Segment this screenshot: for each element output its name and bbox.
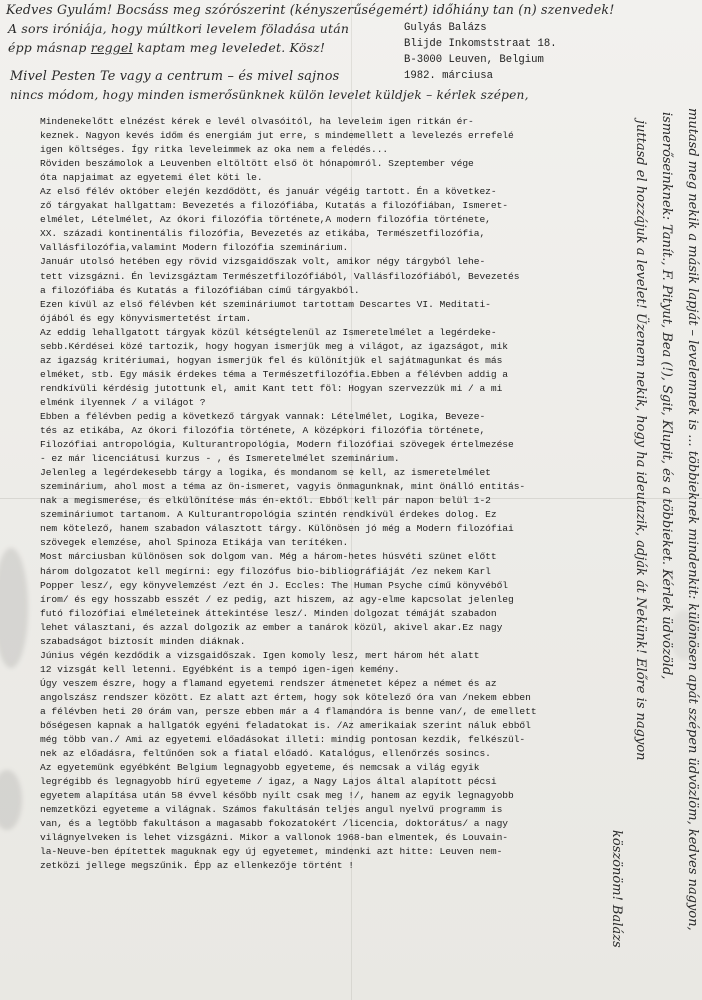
margin-note-col-1: mutasd meg nekik a másik lapját – levelemnek is ... többieknek mindenkit: különösen apát szépen üdvözlöm, kedves nagyon, (685, 108, 700, 931)
handwritten-line-4: Mivel Pesten Te vagy a centrum – és mivel sajnos (10, 69, 340, 84)
sender-street: Blijde Inkomststraat 18. (404, 38, 557, 50)
handwritten-line-2: A sors iróniája, hogy múltkori levelem föladása után (8, 21, 350, 36)
letter-date: 1982. márciusa (404, 70, 494, 82)
letter-line: Ebben a félévben pedig a következő tárgyak vannak: Lételmélet, Logika, Beveze- (40, 410, 486, 422)
letter-line: van, és a legtöbb fakultáson a magasabb fokozatokért /licencia, doktorátus/ a nagy (40, 818, 508, 830)
letter-line: nem kötelező, hanem szabadon választott tárgy. Különösen jó még a Modern filozófiai (40, 523, 514, 535)
letter-line: Január utolsó hetében egy rövid vizsgaidőszak volt, amikor négy tárgyból lehe- (40, 256, 486, 268)
paper-stain (0, 548, 28, 668)
letter-line: Popper lesz/, egy könyvelemzést /ezt én J. Eccles: The Human Psyche című könyvéből (40, 579, 508, 591)
letter-line: bőségesen kapnak a hallgatók egyéni feladatokat is. /Az amerikaiak szerint náluk ebből (40, 720, 531, 732)
letter-line: tett vizsgázni. Én levizsgáztam Természetfilozófiából, Vallásfilozófiából, Bevezetés (40, 270, 520, 282)
letter-line: írom/ és egy hosszabb esszét / ez pedig, azt hiszem, az agy-elme kapcsolat jelenleg (40, 593, 514, 605)
letter-line: elméket, stb. Egy másik érdekes téma a Természetfilozófia.Ebben a félévben addig a (40, 368, 508, 380)
letter-body (40, 115, 620, 874)
letter-line: 12 vizsgát kell letenni. Egyébként is a tempó igen-igen kemény. (40, 663, 400, 675)
letter-line: Vallásfilozófia,valamint Modern filozófia szeminárium. (40, 242, 349, 254)
letter-line: nak a megismerése, és elkülönítése más én-ektől. Ebből kell pár napon belül 1-2 (40, 495, 491, 507)
letter-line: Röviden beszámolok a Leuvenben eltöltött első öt hónapomról. Szeptember vége (40, 158, 474, 170)
letter-line: három dolgozatot kell megírni: egy filozófus bio-bibliográfiáját /ez nekem Karl (40, 565, 491, 577)
sender-city: B-3000 Leuven, Belgium (404, 54, 544, 66)
letter-line: szeminárium, ahol most a téma az ön-ismeret, vagyis önmagunknak, mint önálló entitás- (40, 481, 526, 493)
letter-line: elmélet, Lételmélet, Az ókori filozófia története,A modern filozófia története, (40, 214, 491, 226)
letter-line: a filozófiába és Kutatás a filozófiában című tárgyakból. (40, 284, 360, 296)
letter-line: egyetem alapítása után 58 évvel később nyílt csak meg !/, hanem az egyik legnagyobb (40, 790, 514, 802)
letter-line: szövegek elemzése, ahol Spinoza Etikája van terítéken. (40, 537, 349, 549)
letter-line: angolszász rendszer között. Ez alatt azt értem, hogy sok kötelező óra van /nekem ebben (40, 691, 531, 703)
letter-line: Ezen kívül az első félévben két szemináriumot tartottam Descartes VI. Meditati- (40, 298, 491, 310)
letter-line: tés az etikába, Az ókori filozófia története, A középkori filozófia története, (40, 425, 486, 437)
handwritten-line-3: épp másnap reggel kaptam meg leveledet. Kösz! (8, 40, 326, 55)
letter-line: Filozófiai antropológia, Kulturantropológia, Modern filozófiai szövegek értelmezése (40, 439, 514, 451)
paper-stain (0, 770, 22, 830)
letter-line: Az eddig lehallgatott tárgyak közül kétségtelenül az Ismeretelmélet a legérdeke- (40, 326, 497, 338)
letter-line: lehet választani, és azzal dolgozik az ember a tanárok közül, akivel akar.Ez nagy (40, 621, 503, 633)
letter-line: szemináriumot tartanom. A Kulturantropológia szintén rendkívül érdekes dolog. Ez (40, 509, 497, 521)
letter-line: Most márciusban különösen sok dolgom van. Még a három-hetes húsvéti szünet előtt (40, 551, 497, 563)
letter-line: szabadságot biztosít minden diáknak. (40, 635, 246, 647)
letter-line: nek az előadásra, feltűnően sok a fiatal előadó. Katalógus, ellenőrzés sosincs. (40, 748, 491, 760)
letter-line: ző tárgyakat hallgattam: Bevezetés a filozófiába, Kutatás a filozófiában, Ismeret- (40, 200, 508, 212)
letter-line: keznek. Nagyon kevés időm és energiám jut erre, s mindemellett a levelezés errefelé (40, 130, 514, 142)
letter-line: rendkívüli kérdésig jutottunk el, amit Kant tett föl: Hogyan szervezzük mi / a mi (40, 382, 503, 394)
letter-line: óta napjaimat az egyetemi élet köti le. (40, 172, 263, 184)
letter-line: a félévben heti 20 órám van, persze ebben már a 4 flamandóra is benne van/, de emellett (40, 705, 537, 717)
letter-line: la-Neuve-ben építettek maguknak egy új egyetemet, mindenki azt hitte: Leuven nem- (40, 846, 503, 858)
letter-line: Június végén kezdődik a vizsgaidőszak. Igen komoly lesz, mert három hét alatt (40, 649, 480, 661)
letter-line: zetközi jellege megszűnik. Épp az ellenkezője történt ! (40, 860, 354, 872)
letter-line: Mindenekelőtt elnézést kérek e levél olvasóitól, ha leveleim igen ritkán ér- (40, 116, 474, 127)
letter-line: nemzetközi egyeteme a világnak. Számos fakultásán teljes angul nyelvű programm is (40, 804, 503, 816)
letter-line: Az egyetemünk egyébként Belgium legnagyobb egyeteme, és nemcsak a világ egyik (40, 762, 480, 774)
handwritten-line-5: nincs módom, hogy minden ismerősünknek külön levelet küldjek – kérlek szépen, (10, 88, 529, 102)
handwritten-greeting: Kedves Gyulám! Bocsáss meg szórószerint (kényszerűségemért) időhiány tan (n) szenvedek! (6, 2, 615, 17)
letter-line: - ez már licenciátusi kurzus - , és Ismeretelmélet szeminárium. (40, 453, 400, 465)
letter-line: elménk ilyennek / a világot ? (40, 396, 206, 408)
letter-line: Úgy veszem észre, hogy a flamand egyetemi rendszer átmenetet képez a német és az (40, 677, 497, 689)
margin-note-col-2: ismerőseinknek: Tanít., F. Pityut, Bea (!), Sgit, Klupit, és a többieket. Kérlek üdvözöld, (659, 112, 674, 680)
letter-line: sebb.Kérdései közé tartozik, hogy hogyan ismerjük meg a világot, az igazságot, mik (40, 340, 508, 352)
sender-address-block (404, 20, 557, 84)
letter-line: Jelenleg a legérdekesebb tárgy a logika, és mondanom se kell, az ismeretelmélet (40, 467, 491, 479)
letter-line: futó filozófiai elméleteinek áttekintése lesz/. Minden dolgozat témáját szabadon (40, 607, 497, 619)
letter-line: világnyelveken is lehet vizsgázni. Mikor a vallonok 1968-ban elmentek, és Louvain- (40, 832, 508, 844)
letter-line: XX. századi kontinentális filozófia, Bevezetés az etikába, Természetfilozófia, (40, 228, 486, 240)
margin-note-col-4: köszönöm! Balázs (609, 830, 624, 948)
sender-name: Gulyás Balázs (404, 22, 487, 34)
letter-line: legrégibb és legnagyobb hírű egyeteme / igaz, a Nagy Lajos által alapított pécsi (40, 776, 497, 788)
letter-line: igen költséges. Így ritka leveleimmek az oka nem a feledés... (40, 144, 389, 156)
letter-line: az igazság kritériumai, hogyan ismerjük fel és különítjük el sajátmagunkat és más (40, 354, 503, 366)
margin-note-col-3: juttasd el hozzájuk a levelet! Üzenem nekik, hogy ha ideutazik, adják át Nekünk! Előre is nagyon (633, 120, 648, 761)
letter-line: ójából és egy könyvismertetést írtam. (40, 312, 252, 324)
letter-line: még több van./ Ami az egyetemi előadásokat illeti: mindig pontosan kezdik, felkészül- (40, 734, 526, 746)
letter-line: Az első félév október elején kezdődött, és január végéig tartott. Én a következ- (40, 186, 497, 198)
